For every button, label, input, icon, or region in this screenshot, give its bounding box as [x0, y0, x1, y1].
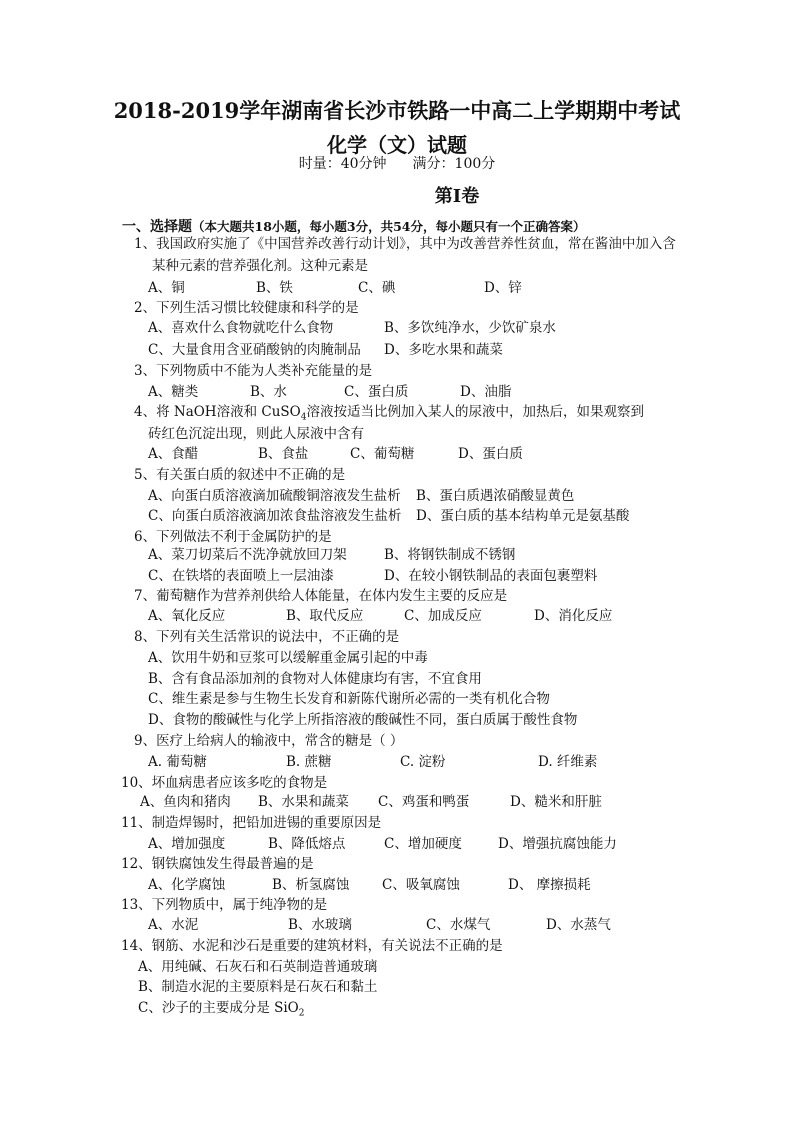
- option-a: A、水泥: [148, 917, 199, 933]
- volume-heading: 第Ⅰ卷: [434, 186, 480, 207]
- option-d: D、锌: [484, 280, 522, 296]
- option-d: D、蛋白质的基本结构单元是氨基酸: [416, 508, 630, 524]
- question-6-stem: 6、下列做法不利于金属防护的是: [134, 529, 332, 545]
- exam-time-score: [0, 153, 794, 173]
- time-label: 时量：40分钟: [298, 156, 387, 172]
- option-a: A、喜欢什么食物就吃什么食物: [148, 320, 334, 336]
- option-c: C、水煤气: [426, 917, 491, 933]
- question-14-stem: 14、钢筋、水泥和沙石是重要的建筑材料，有关说法不正确的是: [121, 938, 503, 954]
- option-b: B、蛋白质遇浓硝酸显黄色: [416, 488, 575, 504]
- option-d: D、增强抗腐蚀能力: [498, 836, 617, 852]
- option-b: B、水: [250, 384, 287, 400]
- option-b: B、将钢铁制成不锈钢: [384, 547, 516, 563]
- question-2-stem: 2、下列生活习惯比较健康和科学的是: [134, 300, 359, 316]
- option-d: D、多吃水果和蔬菜: [384, 342, 503, 358]
- option-a: A、糖类: [148, 384, 199, 400]
- question-3-stem: 3、下列物质中不能为人类补充能量的是: [134, 363, 373, 379]
- question-1-stem: 1、我国政府实施了《中国营养改善行动计划》，其中为改善营养性贫血，常在酱油中加入含: [134, 236, 676, 252]
- question-12-stem: 12、钢铁腐蚀发生得最普遍的是: [121, 856, 314, 872]
- option-c: C、大量食用含亚硝酸钠的肉腌制品: [148, 342, 361, 358]
- option-d: D、在较小钢铁制品的表面包裹塑料: [384, 568, 598, 584]
- option-a: A、增加强度: [148, 836, 226, 852]
- option-c: C、在铁塔的表面喷上一层油漆: [148, 568, 334, 584]
- option-c: C. 淀粉: [400, 754, 446, 770]
- option-d: D、消化反应: [534, 608, 613, 624]
- option-a: A、化学腐蚀: [148, 877, 226, 893]
- section-note: （本大题共18小题，每小题3分，共54分，每小题只有一个正确答案）: [192, 219, 586, 234]
- option-b: B、水果和蔬菜: [258, 794, 349, 810]
- option-a: A、鱼肉和猪肉: [140, 794, 231, 810]
- section-heading: [122, 216, 586, 236]
- question-8-stem: 8、下列有关生活常识的说法中，不正确的是: [134, 629, 400, 645]
- question-7-stem: 7、葡萄糖作为营养剂供给人体能量，在体内发生主要的反应是: [134, 588, 508, 604]
- question-8-option-b: B、含有食品添加剂的食物对人体健康均有害，不宜食用: [148, 671, 482, 687]
- option-d: D、 摩擦损耗: [508, 877, 591, 893]
- option-c: C、向蛋白质溶液滴加浓食盐溶液发生盐析: [148, 508, 402, 524]
- question-9-stem: 9、医疗上给病人的输液中，常含的糖是（ ）: [134, 733, 404, 749]
- option-d: D、水蒸气: [546, 917, 611, 933]
- option-c: C、碘: [358, 280, 396, 296]
- option-c: C、加成反应: [404, 608, 482, 624]
- question-14-option-a: A、用纯碱、石灰石和石英制造普通玻璃: [138, 959, 378, 975]
- question-8-option-c: C、维生素是参与生物生长发育和新陈代谢所必需的一类有机化合物: [148, 691, 550, 707]
- question-8-option-d: D、食物的酸碱性与化学上所指溶液的酸碱性不同，蛋白质属于酸性食物: [148, 712, 578, 728]
- option-a: A、菜刀切菜后不洗净就放回刀架: [148, 547, 347, 563]
- option-d: D、蛋白质: [458, 446, 523, 462]
- option-b: B、降低熔点: [268, 836, 346, 852]
- question-4-stem: 4、将 NaOH溶液和 CuSO$_4$溶液按适当比例加入某人的尿液中，加热后，如果观察到: [134, 404, 644, 423]
- option-d: D. 纤维素: [538, 754, 598, 770]
- option-a: A、向蛋白质溶液滴加硫酸铜溶液发生盐析: [148, 488, 401, 504]
- question-11-stem: 11、制造焊锡时，把铅加进锡的重要原因是: [121, 815, 382, 831]
- option-c: C、增加硬度: [384, 836, 462, 852]
- option-a: A、氧化反应: [148, 608, 226, 624]
- question-10-stem: 10、坏血病患者应该多吃的食物是: [121, 775, 328, 791]
- question-13-stem: 13、下列物质中，属于纯净物的是: [121, 897, 328, 913]
- exam-title: 2018-2019学年湖南省长沙市铁路一中高二上学期期中考试: [113, 98, 681, 123]
- score-label: 满分：100分: [412, 156, 496, 172]
- option-b: B、析氢腐蚀: [272, 877, 350, 893]
- question-8-option-a: A、饮用牛奶和豆浆可以缓解重金属引起的中毒: [148, 650, 428, 666]
- section-title: 一、选择题: [122, 219, 192, 235]
- question-1-stem-cont: 某种元素的营养强化剂。这种元素是: [152, 258, 368, 274]
- question-5-stem: 5、有关蛋白质的叙述中不正确的是: [134, 467, 346, 483]
- option-d: D、油脂: [460, 384, 512, 400]
- option-d: D、糙米和肝脏: [510, 794, 602, 810]
- option-c: C、吸氧腐蚀: [382, 877, 460, 893]
- option-a: A、食醋: [148, 446, 199, 462]
- option-c: C、鸡蛋和鸭蛋: [378, 794, 470, 810]
- option-c: C、葡萄糖: [350, 446, 415, 462]
- option-a: A. 葡萄糖: [148, 754, 207, 770]
- option-b: B、食盐: [258, 446, 309, 462]
- question-4-stem-cont: 砖红色沉淀出现，则此人尿液中含有: [148, 426, 364, 442]
- option-b: B、多饮纯净水，少饮矿泉水: [384, 320, 556, 336]
- question-14-option-b: B、制造水泥的主要原料是石灰石和黏土: [138, 979, 378, 995]
- option-b: B、取代反应: [286, 608, 364, 624]
- option-c: C、蛋白质: [344, 384, 409, 400]
- option-b: B、铁: [256, 280, 293, 296]
- exam-subtitle: 化学（文）试题: [327, 133, 467, 157]
- question-14-option-c: C、沙子的主要成分是 SiO$_2$: [138, 1000, 305, 1019]
- option-b: B. 蔗糖: [286, 754, 332, 770]
- option-b: B、水玻璃: [288, 917, 352, 933]
- option-a: A、铜: [148, 280, 185, 296]
